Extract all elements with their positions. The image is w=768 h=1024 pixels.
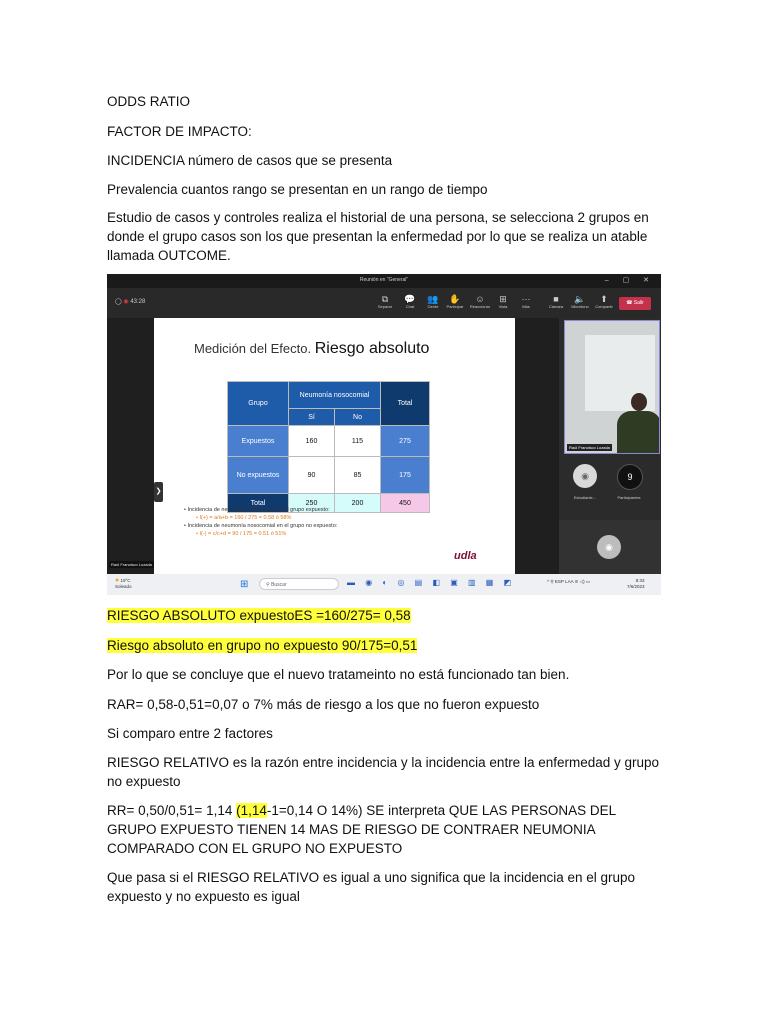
weather-desc: Soleado <box>115 584 132 589</box>
toolbar-chat[interactable] <box>398 294 422 310</box>
note-line: • Incidencia de neumonía nosocomial en el grupo expuesto: <box>184 507 330 513</box>
toolbar-label: Micrófono <box>571 304 589 309</box>
table-header-total: Total <box>381 382 430 426</box>
timer-value: 43:28 <box>130 299 146 305</box>
system-tray[interactable]: ^ ⚲ ESP LAA ≋ ◁) ▭ <box>547 579 591 584</box>
windows-start-icon[interactable]: ⊞ <box>240 579 249 590</box>
toolbar-microfono[interactable] <box>568 294 592 310</box>
speaker-icon: 🔈 <box>574 294 586 304</box>
doc-riesgo-relativo-def: RIESGO RELATIVO es la razón entre incidencia y la incidencia entre la enfermedad y grupo no expuesto <box>107 755 660 789</box>
meeting-screenshot <box>107 274 661 595</box>
cell-value: 160 <box>289 426 335 457</box>
slide-title-small: Medición del Efecto. <box>194 341 312 356</box>
doc-compara: Si comparo entre 2 factores <box>107 726 273 741</box>
note-formula: • I(-) = c/c+d = 90 / 175 = 0.51 ó 51% <box>196 531 287 537</box>
camera-tile <box>564 320 660 454</box>
rr-text-b: -1=0,14 O 14%) SE interpreta QUE LAS PERSONAS DEL GRUPO EXPUESTO TIENEN 14 MAS DE RIESGO DE CONTRAER NEUMONIA COMPARADO CON EL GRUPO NO EXPUESTO <box>107 803 616 856</box>
doc-rar: RAR= 0,58-0,51=0,07 o 7% más de riesgo a los que no fueron expuesto <box>107 697 540 712</box>
table-header-no: No <box>335 409 381 426</box>
doc-line-odds-ratio: ODDS RATIO <box>107 94 191 109</box>
toolbar-vista[interactable] <box>491 294 515 310</box>
record-icon: ◉ <box>123 299 129 305</box>
toolbar-label: Cámara <box>548 304 564 309</box>
note-formula: • I(+) = a/a+b = 160 / 275 = 0.58 ó 58% <box>196 515 292 521</box>
table-header-grupo: Grupo <box>228 382 289 426</box>
toolbar-camara[interactable] <box>544 294 568 310</box>
sun-icon: ● <box>115 577 120 584</box>
windows-taskbar <box>107 574 661 595</box>
toolbar-label: Compartir <box>595 304 613 309</box>
toolbar-participar[interactable] <box>443 294 467 310</box>
row-label: Total <box>228 494 289 513</box>
doc-line-prevalencia: Prevalencia cuantos rango se presentan en un rango de tiempo <box>107 182 488 197</box>
toolbar-gente[interactable] <box>421 294 445 310</box>
person-body <box>617 411 660 453</box>
doc-line-incidencia: INCIDENCIA número de casos que se presenta <box>107 153 393 168</box>
avatar[interactable]: ◉ <box>573 464 597 488</box>
avatar[interactable]: ◉ <box>597 535 621 559</box>
weather-temp: 19°C <box>120 578 131 583</box>
weather-widget[interactable] <box>115 578 132 590</box>
table-header-neumonia: Neumonía nosocomial <box>289 382 381 409</box>
camera-name-label: Raúl Francisco Lozada <box>569 445 610 450</box>
collapse-handle[interactable]: ❯ <box>154 482 163 502</box>
row-label: Expuestos <box>228 426 289 457</box>
rr-text-a: RR= 0,50/0,51= 1,14 <box>107 803 237 818</box>
separate-icon: ⧉ <box>381 294 389 304</box>
cell-value: 250 <box>289 494 335 513</box>
doc-conclusion: Por lo que se concluye que el nuevo tratameinto no está funcionado tan bien. <box>107 667 570 682</box>
doc-rr-igual: Que pasa si el RIESGO RELATIVO es igual a uno significa que la incidencia en el grupo expuesto y no expuesto es igual <box>107 870 636 904</box>
student-label: Estudiante... <box>573 495 597 500</box>
cell-value: 115 <box>335 426 381 457</box>
doc-line-factor-impacto: FACTOR DE IMPACTO: <box>107 124 252 139</box>
search-placeholder: Buscar <box>271 582 287 588</box>
doc-rr-interpretation <box>107 801 667 858</box>
window-controls[interactable]: – ▢ ✕ <box>604 277 655 284</box>
leave-button[interactable]: ☎ Salir <box>619 297 651 310</box>
doc-riesgo-absoluto-no-expuesto <box>107 636 667 655</box>
participant-tile <box>559 520 661 574</box>
camera-icon: ■ <box>553 294 559 304</box>
view-icon: ⊞ <box>499 294 507 304</box>
toolbar-label: Participar <box>446 304 464 309</box>
table-header-si: Sí <box>289 409 335 426</box>
toolbar-compartir[interactable] <box>592 294 616 310</box>
highlighted-text: RIESGO ABSOLUTO expuestoES =160/275= 0,58 <box>107 608 411 623</box>
participants-label: Participantes <box>617 495 641 500</box>
cell-total: 450 <box>381 494 430 513</box>
share-icon: ⬆ <box>600 294 608 304</box>
chat-icon: 💬 <box>404 294 416 304</box>
cell-total: 175 <box>381 457 430 494</box>
toolbar-label: Reaccionar <box>469 304 491 309</box>
shared-content-stage <box>107 318 559 574</box>
people-icon: 👥 <box>427 294 439 304</box>
toolbar-separar[interactable] <box>373 294 397 310</box>
doc-line-estudio-casos: Estudio de casos y controles realiza el historial de una persona, se selecciona 2 grupos en donde el grupo casos son los que presentan la enfermedad por lo que se realiza un atable llamada OUTCOME. <box>107 210 649 263</box>
highlighted-text: (1,14 <box>236 803 267 818</box>
window-title: Reunión en "General" <box>359 277 409 283</box>
react-icon: ☺ <box>475 294 485 304</box>
toolbar-label: Separar <box>377 304 393 309</box>
taskbar-clock[interactable] <box>627 578 645 590</box>
meeting-toolbar <box>107 288 661 318</box>
clock-date: 7/6/2023 <box>627 584 645 589</box>
slide-notes <box>184 506 504 538</box>
participant-count-avatar[interactable]: 9 <box>617 464 643 490</box>
row-label: No expuestos <box>228 457 289 494</box>
toolbar-reaccionar[interactable] <box>468 294 492 310</box>
presenter-label: Raúl Francisco Lozada <box>111 562 152 567</box>
more-icon: ··· <box>521 294 531 304</box>
toolbar-label: Vista <box>498 304 508 309</box>
cell-value: 85 <box>335 457 381 494</box>
udla-logo: udla <box>454 550 477 562</box>
window-titlebar <box>107 274 661 288</box>
shield-icon: ◯ <box>115 299 122 305</box>
slide-title-big: Riesgo absoluto <box>314 340 430 357</box>
person-head <box>631 393 647 411</box>
cell-value: 90 <box>289 457 335 494</box>
taskbar-apps[interactable]: ▬ ◉ ◐ ◎ ▤ ◧ ▣ ▥ ▦ ◩ <box>347 578 516 587</box>
toolbar-label: Más <box>522 304 530 309</box>
toolbar-label: Chat <box>405 304 415 309</box>
taskbar-search[interactable]: ⚲ Buscar <box>259 578 339 590</box>
clock-time: 8:33 <box>635 578 645 583</box>
slide-title <box>194 340 429 358</box>
cell-total: 275 <box>381 426 430 457</box>
presentation-slide <box>154 318 515 574</box>
highlighted-text: Riesgo absoluto en grupo no expuesto 90/175=0,51 <box>107 638 418 653</box>
participants-panel <box>559 318 661 574</box>
doc-riesgo-absoluto-expuesto <box>107 606 667 625</box>
toolbar-label: Gente <box>427 304 439 309</box>
note-line: • Incidencia de neumonía nosocomial en el grupo no expuesto: <box>184 523 338 529</box>
meeting-timer <box>115 298 145 305</box>
toolbar-mas[interactable] <box>514 294 538 310</box>
cell-value: 200 <box>335 494 381 513</box>
raise-hand-icon: ✋ <box>449 294 461 304</box>
contingency-table <box>227 381 430 513</box>
